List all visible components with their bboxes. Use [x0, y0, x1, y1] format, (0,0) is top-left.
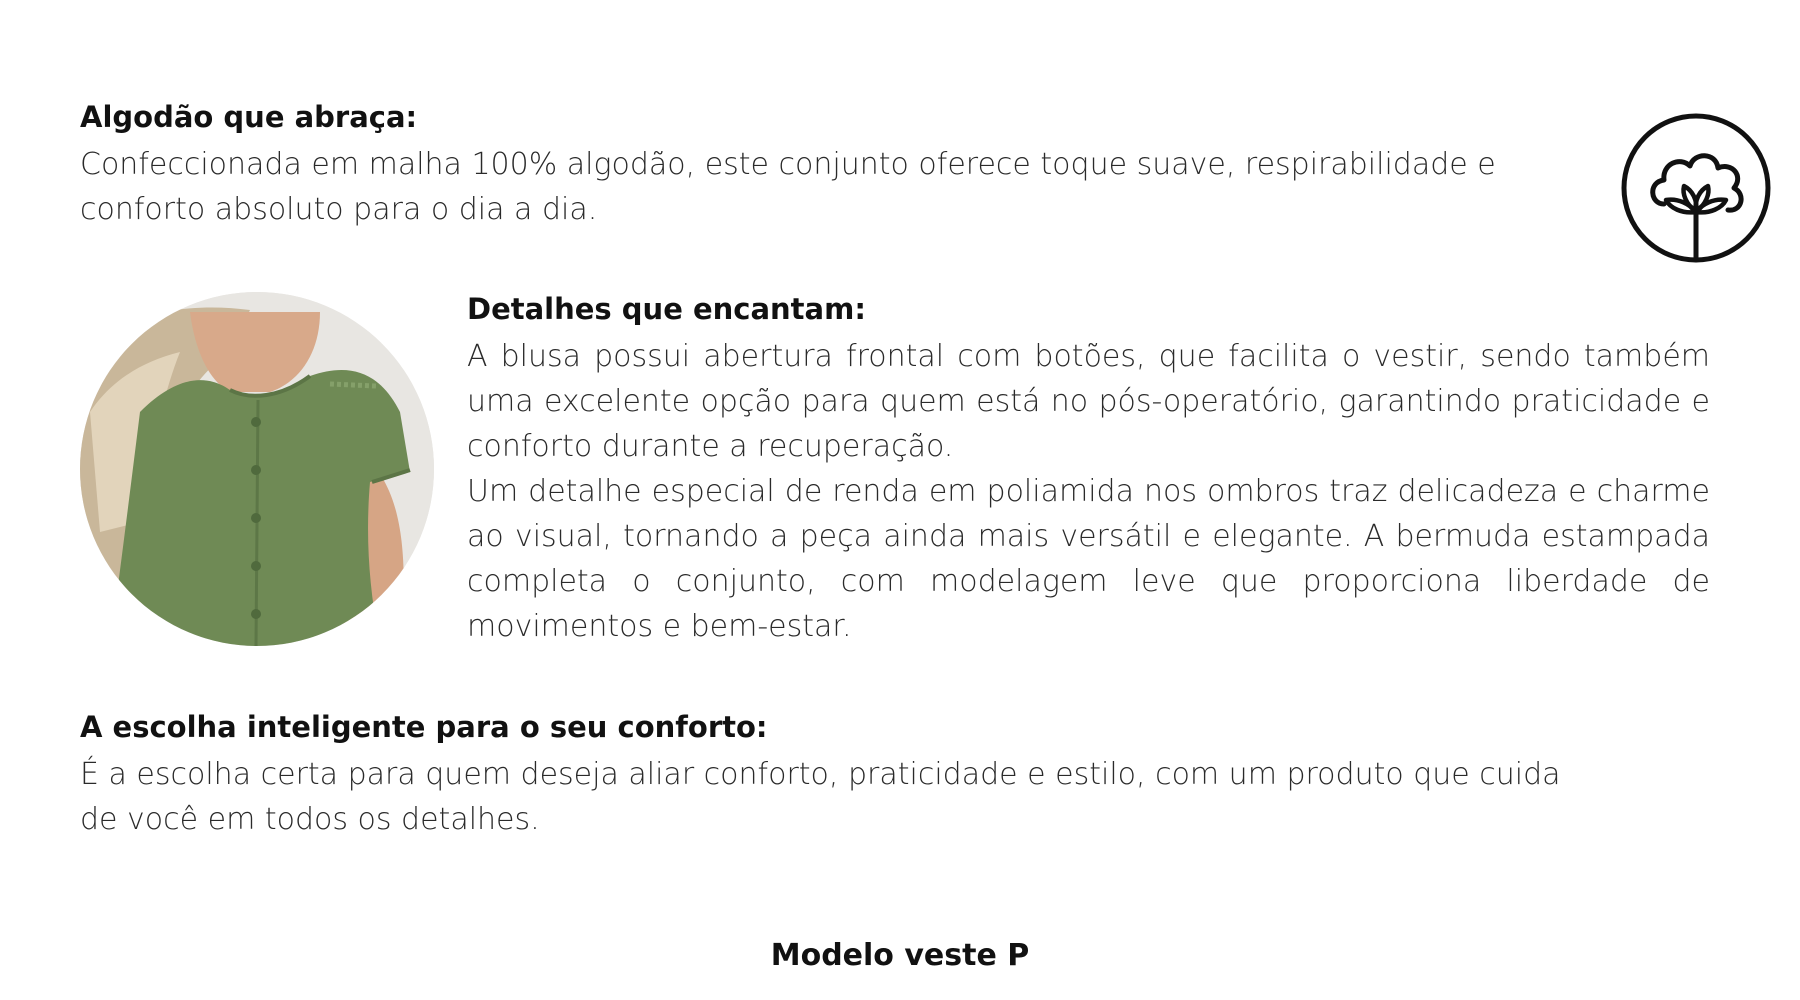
section-title-details: Detalhes que encantam: [467, 292, 866, 326]
model-size-note: Modelo veste P [770, 938, 1030, 973]
cotton-flower-icon [1620, 112, 1772, 264]
section-body-cotton: Confeccionada em malha 100% algodão, este conjunto oferece toque suave, respirabilidade e conforto absoluto para o dia a dia. [80, 147, 1496, 227]
section-title-choice: A escolha inteligente para o seu conforto: [80, 710, 768, 744]
product-photo [80, 292, 434, 646]
section-title-cotton: Algodão que abraça: [80, 100, 418, 134]
section-body-details-1: A blusa possui abertura frontal com botões, que facilita o vestir, sendo também uma excelente opção para quem está no pós-operatório, garantindo praticidade e conforto durante a recuperação. [467, 339, 1710, 464]
section-body-details-2: Um detalhe especial de renda em poliamida nos ombros traz delicadeza e charme ao visual, tornando a peça ainda mais versátil e elegante. A bermuda estampada completa o conjunto, com modelagem leve que proporciona liberdade de movimentos e bem-estar. [467, 474, 1710, 644]
section-body-choice: É a escolha certa para quem deseja aliar conforto, praticidade e estilo, com um produto que cuida de você em todos os detalhes. [80, 757, 1561, 837]
